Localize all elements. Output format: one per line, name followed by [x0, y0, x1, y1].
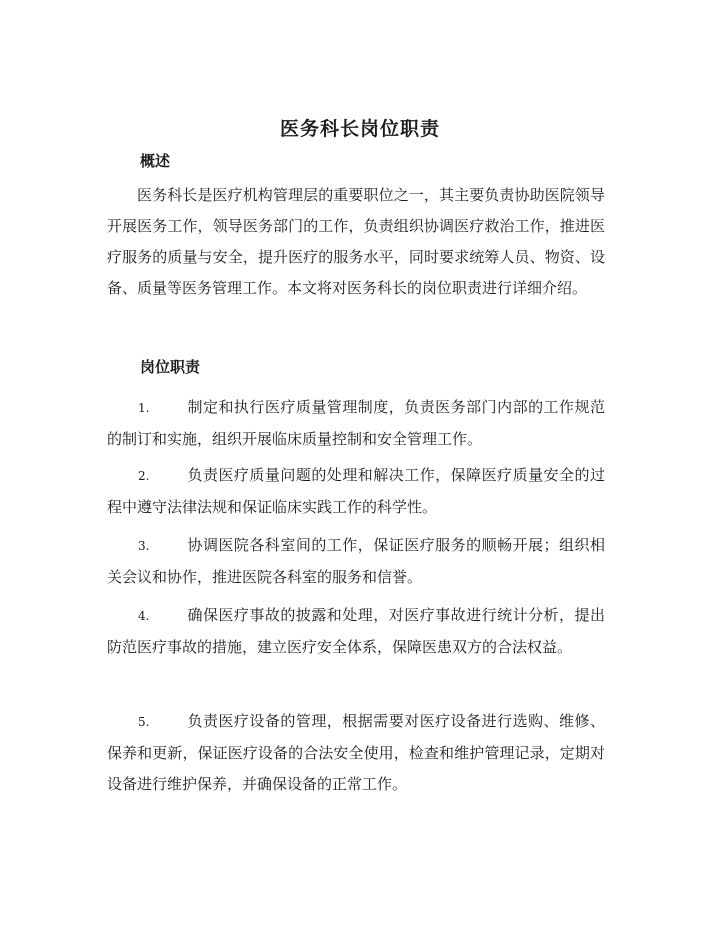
duty-item [107, 600, 605, 663]
duty-number: 5. [138, 715, 150, 729]
overview-heading: 概述 [140, 152, 171, 170]
duty-item [107, 706, 605, 800]
duty-item [107, 392, 605, 455]
duty-text: 确保医疗事故的披露和处理，对医疗事故进行统计分析，提出防范医疗事故的措施，建立医疗安全体系，保障医患双方的合法权益。 [107, 606, 605, 656]
duty-text: 制定和执行医疗质量管理制度，负责医务部门内部的工作规范的制订和实施，组织开展临床质量控制和安全管理工作。 [107, 398, 605, 448]
duty-number: 2. [138, 469, 150, 483]
duty-number: 3. [138, 539, 150, 553]
duty-text: 负责医疗质量问题的处理和解决工作，保障医疗质量安全的过程中遵守法律法规和保证临床实践工作的科学性。 [107, 466, 605, 516]
duty-text: 负责医疗设备的管理，根据需要对医疗设备进行选购、维修、保养和更新，保证医疗设备的合法安全使用，检查和维护管理记录，定期对设备进行维护保养，并确保设备的正常工作。 [107, 712, 605, 793]
page-title: 医务科长岗位职责 [279, 118, 440, 140]
duty-number: 4. [138, 609, 150, 623]
overview-paragraph: 医务科长是医疗机构管理层的重要职位之一，其主要负责协助医院领导开展医务工作，领导医务部门的工作，负责组织协调医疗救治工作，推进医疗服务的质量与安全，提升医疗的服务水平，同时要求统筹人员、物资、设备、质量等医务管理工作。本文将对医务科长的岗位职责进行详细介绍。 [107, 186, 605, 297]
duty-text: 协调医院各科室间的工作，保证医疗服务的顺畅开展；组织相关会议和协作，推进医院各科室的服务和信誉。 [107, 536, 605, 586]
duty-item [107, 460, 605, 523]
duties-heading: 岗位职责 [140, 358, 201, 376]
duty-number: 1. [138, 401, 150, 415]
duty-item [107, 530, 605, 593]
